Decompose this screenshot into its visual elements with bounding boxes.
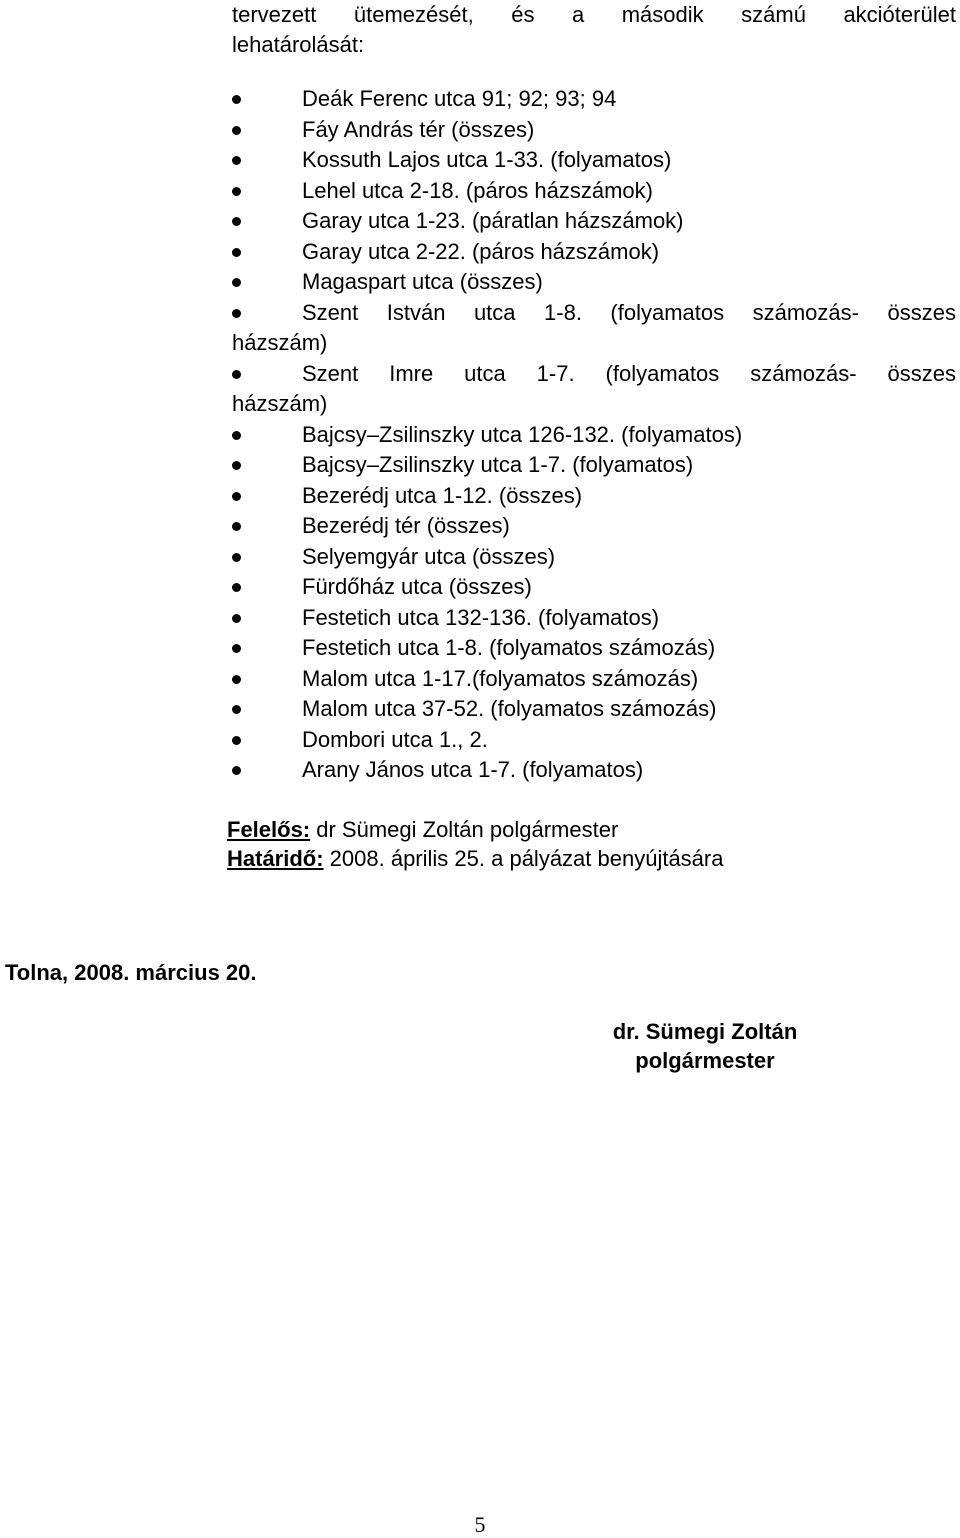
list-item: [232, 755, 956, 786]
list-item: [232, 725, 956, 756]
intro-word: tervezett: [232, 2, 317, 27]
bullet-icon: [232, 278, 241, 287]
list-item-word: (folyamatos: [610, 299, 725, 325]
list-item-word: összes: [887, 360, 956, 386]
list-item-word: számozás-: [750, 360, 857, 386]
list-item-text: Dombori utca 1., 2.: [302, 726, 488, 752]
bullet-icon: [232, 248, 241, 257]
list-item: [232, 267, 956, 298]
responsibility-block: [227, 815, 723, 873]
intro-word: ütemezését,: [353, 2, 474, 27]
bullet-icon: [232, 522, 241, 531]
list-item: [232, 450, 956, 481]
place-date: Tolna, 2008. március 20.: [5, 960, 257, 985]
responsible-line: [227, 815, 723, 844]
list-item: [232, 633, 956, 664]
intro-word: akcióterület: [843, 2, 956, 27]
list-item-text: Garay utca 2-22. (páros házszámok): [302, 238, 660, 264]
page-number: 5: [474, 1512, 486, 1537]
intro-word: és: [511, 2, 535, 27]
intro-paragraph: [232, 0, 956, 60]
list-item: [232, 84, 956, 115]
bullet-icon: [232, 461, 241, 470]
list-item-line-2: házszám): [232, 330, 328, 355]
deadline-label: Határidő:: [227, 846, 324, 871]
list-item-text: Malom utca 37-52. (folyamatos számozás): [302, 696, 717, 721]
list-item: [232, 237, 956, 268]
list-item: [232, 481, 956, 512]
intro-word: a: [571, 2, 585, 27]
list-item-word: István: [386, 299, 446, 325]
list-item-text: Deák Ferenc utca 91; 92; 93; 94: [302, 86, 617, 111]
list-item-word: utca: [473, 299, 516, 325]
signature-block: [590, 1017, 820, 1075]
bullet-icon: [232, 156, 241, 165]
list-item-text: Malom utca 1-17.(folyamatos számozás): [302, 665, 699, 691]
list-item: [232, 420, 956, 451]
list-item-line-1: [302, 359, 956, 390]
intro-word: második: [621, 2, 704, 27]
responsible-label: Felelős:: [227, 817, 311, 842]
bullet-icon: [232, 583, 241, 592]
list-item-line-1: [302, 298, 956, 329]
list-item-text: Festetich utca 1-8. (folyamatos számozás): [302, 635, 716, 660]
bullet-icon: [232, 492, 241, 501]
signatory-title: polgármester: [635, 1048, 775, 1073]
list-item-text: Bajcsy–Zsilinszky utca 1-7. (folyamatos): [302, 452, 694, 477]
list-item: [232, 206, 956, 237]
bullet-icon: [232, 95, 241, 104]
list-item-text: Bezerédj utca 1-12. (összes): [302, 482, 583, 508]
list-item-word: Szent: [302, 360, 359, 386]
list-item: [232, 511, 956, 542]
list-item-text: Lehel utca 2-18. (páros házszámok): [302, 177, 653, 203]
list-item-text: Kossuth Lajos utca 1-33. (folyamatos): [302, 147, 672, 172]
list-item-word: számozás-: [752, 299, 859, 325]
bullet-icon: [232, 675, 241, 684]
list-item-word: utca: [464, 360, 506, 386]
list-item-text: Garay utca 1-23. (páratlan házszámok): [302, 208, 684, 233]
list-item-text: Bajcsy–Zsilinszky utca 126-132. (folyamatos): [302, 421, 743, 447]
deadline-value: 2008. április 25. a pályázat benyújtására: [323, 846, 724, 871]
list-item: [232, 694, 956, 725]
intro-word: számú: [741, 2, 806, 27]
list-item: [232, 572, 956, 603]
bullet-icon: [232, 614, 241, 623]
bullet-icon: [232, 370, 241, 379]
list-item: [232, 603, 956, 634]
bullet-icon: [232, 431, 241, 440]
bullet-icon: [232, 187, 241, 196]
bullet-icon: [232, 309, 241, 318]
signatory-name: dr. Sümegi Zoltán: [612, 1019, 798, 1044]
list-item-word: 1-8.: [544, 299, 582, 325]
list-item-text: Magaspart utca (összes): [302, 269, 543, 294]
bullet-icon: [232, 553, 241, 562]
list-item-word: (folyamatos: [605, 360, 720, 386]
list-item: [232, 298, 956, 359]
list-item-text: Festetich utca 132-136. (folyamatos): [302, 604, 660, 630]
list-item-word: Imre: [389, 360, 434, 386]
list-item: [232, 542, 956, 573]
intro-line-1: [232, 0, 956, 30]
list-item-text: Bezerédj tér (összes): [302, 513, 510, 538]
list-item-text: Fáy András tér (összes): [302, 116, 535, 142]
list-item: [232, 176, 956, 207]
bullet-icon: [232, 217, 241, 226]
bullet-icon: [232, 126, 241, 135]
list-item-word: 1-7.: [536, 360, 575, 386]
list-item: [232, 145, 956, 176]
bullet-icon: [232, 644, 241, 653]
list-item-text: Fürdőház utca (összes): [302, 574, 532, 599]
list-item-text: Arany János utca 1-7. (folyamatos): [302, 757, 644, 782]
bullet-icon: [232, 705, 241, 714]
street-list: [232, 84, 956, 786]
bullet-icon: [232, 766, 241, 775]
bullet-icon: [232, 736, 241, 745]
responsible-value: dr Sümegi Zoltán polgármester: [310, 817, 619, 842]
list-item: [232, 359, 956, 420]
list-item-line-2: házszám): [232, 391, 328, 416]
list-item-word: összes: [887, 299, 956, 325]
deadline-line: [227, 844, 723, 873]
list-item: [232, 664, 956, 695]
list-item: [232, 115, 956, 146]
intro-line-2: lehatárolását:: [232, 32, 365, 57]
list-item-word: Szent: [302, 299, 359, 325]
list-item-text: Selyemgyár utca (összes): [302, 543, 556, 569]
